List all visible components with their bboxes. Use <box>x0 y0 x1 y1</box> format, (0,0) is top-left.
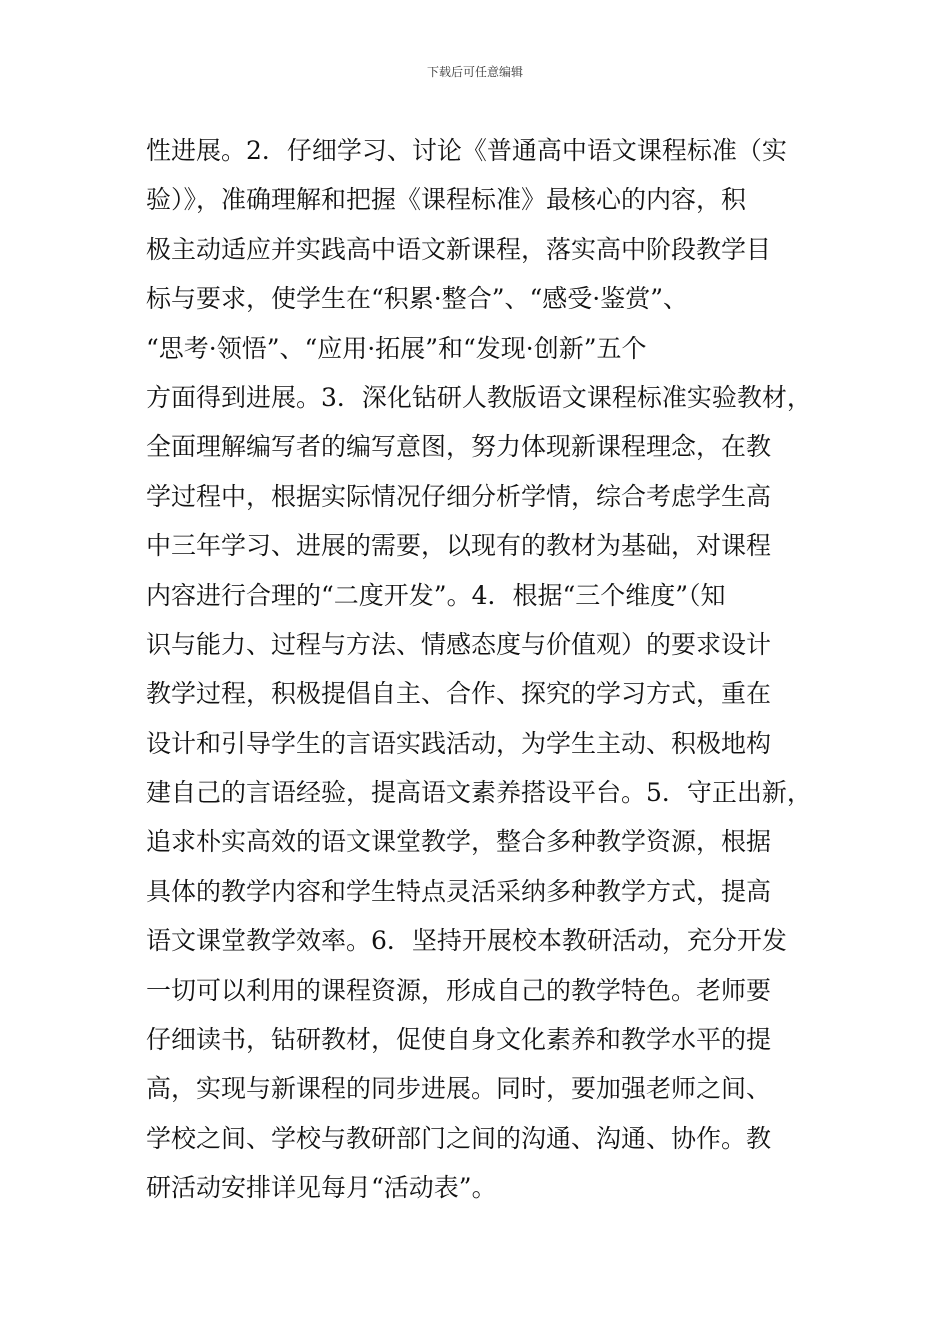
text-line: 建自己的言语经验，提高语文素养搭设平台。5．守正出新， <box>146 778 812 808</box>
text-line: 具体的教学内容和学生特点灵活采纳多种教学方式，提高 <box>146 876 772 906</box>
text-line: 追求朴实高效的语文课堂教学，整合多种教学资源，根据 <box>146 827 772 857</box>
text-line: 内容进行合理的“二度开发”。4．根据“三个维度”（知 <box>146 580 726 610</box>
text-line: 一切可以利用的课程资源，形成自己的教学特色。老师要 <box>146 975 772 1005</box>
text-line: 性进展。2．仔细学习、讨论《普通高中语文课程标准（实 <box>146 136 787 165</box>
text-line: 标与要求，使学生在“积累·整合”、“感受·鉴赏”、 <box>146 284 689 314</box>
text-line: 极主动适应并实践高中语文新课程，落实高中阶段教学目 <box>146 234 772 264</box>
body-text <box>146 126 826 1213</box>
text-line: 高，实现与新课程的同步进展。同时，要加强老师之间、 <box>146 1074 772 1104</box>
text-line: 语文课堂教学效率。6．坚持开展校本教研活动，充分开发 <box>146 926 787 956</box>
text-line: 教学过程，积极提倡自主、合作、探究的学习方式，重在 <box>146 679 772 709</box>
text-line: 学过程中，根据实际情况仔细分析学情，综合考虑学生高 <box>146 481 772 511</box>
text-line: 全面理解编写者的编写意图，努力体现新课程理念，在教 <box>146 432 772 462</box>
page-header: 下载后可任意编辑 <box>426 65 523 79</box>
text-line: 验）》，准确理解和把握《课程标准》最核心的内容，积 <box>146 185 747 215</box>
text-line: 中三年学习、进展的需要，以现有的教材为基础，对课程 <box>146 531 772 561</box>
text-line: 研活动安排详见每月“活动表”。 <box>146 1173 497 1203</box>
text-line: 方面得到进展。3．深化钻研人教版语文课程标准实验教材， <box>146 382 812 412</box>
text-line: “思考·领悟”、“应用·拓展”和“发现·创新”五个 <box>146 333 647 363</box>
text-line: 设计和引导学生的言语实践活动，为学生主动、积极地构 <box>146 728 772 758</box>
text-line: 识与能力、过程与方法、情感态度与价值观）的要求设计 <box>146 629 772 659</box>
text-line: 仔细读书，钻研教材，促使自身文化素养和教学水平的提 <box>146 1025 772 1055</box>
text-line: 学校之间、学校与教研部门之间的沟通、沟通、协作。教 <box>146 1123 772 1153</box>
